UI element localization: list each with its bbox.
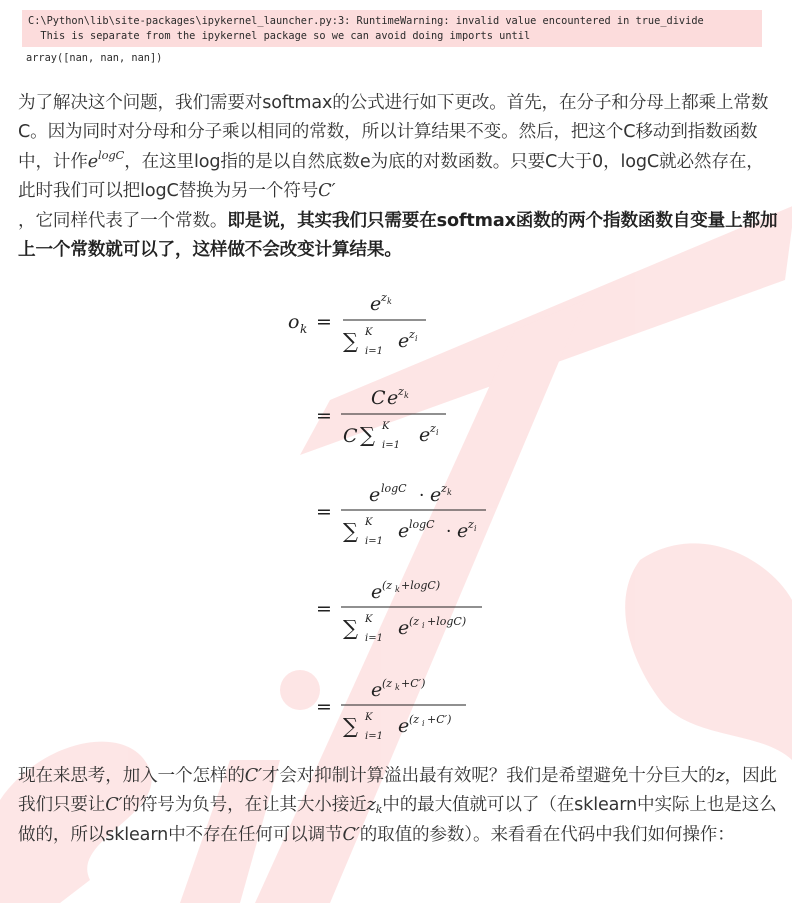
paragraph-explanation bbox=[18, 89, 778, 265]
num-e: e bbox=[370, 293, 382, 315]
text-span: 为了解决这个问题，我们需要对softmax的公式进行如下更改。首先，在分子和分母上都乘上常数C。因为同时对分母和分子乘以相同的常数，所以计算结果不变。然后，把这个C移动到指数函数中，计作 bbox=[18, 93, 769, 172]
text-span: ，因此我们只要让 bbox=[18, 766, 777, 816]
den-z: z bbox=[409, 328, 415, 341]
math-z: z bbox=[715, 766, 725, 786]
den-exp-tail: +logC) bbox=[427, 615, 467, 628]
sum-upper: K bbox=[365, 614, 373, 625]
num-z: z bbox=[398, 385, 404, 398]
math-c-prime: C′ bbox=[318, 181, 336, 202]
softmax-derivation-formula bbox=[0, 282, 792, 752]
den-z: z bbox=[430, 422, 436, 435]
lhs-o: o bbox=[288, 311, 300, 333]
num-e: e bbox=[371, 581, 383, 603]
text-span: ，在这里log指的是以自然底数e为底的对数函数。只要C大于0，logC就必然存在，此时我们可以把logC替换为另一个符号 bbox=[18, 151, 764, 202]
num-e: e bbox=[369, 484, 381, 506]
equals-sign: = bbox=[316, 311, 332, 333]
num-k: k bbox=[395, 683, 400, 692]
den-e: e bbox=[398, 330, 410, 352]
den-i: i bbox=[436, 428, 439, 437]
den-exp-tail: +C′) bbox=[427, 713, 452, 726]
stderr-line: C:\Python\lib\site-packages\ipykernel_launcher.py:3: RuntimeWarning: invalid value encountered in true_divide bbox=[28, 15, 704, 27]
sum-upper: K bbox=[365, 517, 373, 528]
sum-upper: K bbox=[365, 327, 373, 338]
text-span: 中的最大值就可以了（在sklearn中实际上也是这么做的，所以sklearn中不存在任何可以调节 bbox=[18, 795, 777, 845]
math-c-prime: C′ bbox=[105, 795, 123, 816]
den-i: i bbox=[415, 334, 418, 343]
lhs-sub-k: k bbox=[300, 322, 308, 336]
text-span: 现在来思考，加入一个怎样的 bbox=[18, 766, 245, 786]
math-superscript: logC bbox=[98, 147, 125, 162]
num-exp-tail: +logC) bbox=[401, 579, 441, 592]
den-e: e bbox=[398, 715, 410, 737]
den-z: z bbox=[468, 518, 474, 531]
math-c-prime: C′ bbox=[342, 824, 360, 845]
text-span: 才会对抑制计算溢出最有效呢？我们是希望避免十分巨大的 bbox=[261, 766, 716, 786]
cell-output bbox=[22, 10, 762, 66]
equals-sign: = bbox=[316, 405, 332, 427]
text-span: ，它同样代表了一个常数。 bbox=[18, 210, 228, 231]
math-base: e bbox=[87, 151, 99, 172]
num-z: z bbox=[441, 482, 447, 495]
den-e: e bbox=[398, 520, 410, 542]
num-exp-open: (z bbox=[382, 677, 393, 690]
dot-op: · bbox=[419, 486, 425, 506]
num-logc: logC bbox=[381, 482, 407, 495]
num-e: e bbox=[387, 387, 399, 409]
den-e: e bbox=[398, 617, 410, 639]
math-c-prime: C′ bbox=[244, 766, 262, 786]
sum-lower: i=1 bbox=[382, 440, 400, 451]
num-exp-tail: +C′) bbox=[401, 677, 426, 690]
stderr-output bbox=[22, 10, 762, 47]
den-exp-open: (z bbox=[409, 713, 420, 726]
paragraph-choose-c-prime bbox=[18, 762, 778, 850]
sum-lower: i=1 bbox=[365, 731, 383, 742]
equals-sign: = bbox=[316, 598, 332, 620]
den-e: e bbox=[457, 520, 469, 542]
num-e: e bbox=[371, 679, 383, 701]
num-c: C bbox=[371, 387, 386, 409]
math-subscript: k bbox=[375, 803, 383, 817]
stderr-line: This is separate from the ipykernel package so we can avoid doing imports until bbox=[28, 30, 531, 42]
den-i: i bbox=[474, 524, 477, 533]
dot-op: · bbox=[446, 522, 452, 542]
sum-sign: ∑ bbox=[343, 714, 358, 738]
equals-sign: = bbox=[316, 696, 332, 718]
sum-lower: i=1 bbox=[365, 536, 383, 547]
den-e: e bbox=[419, 424, 431, 446]
sum-sign: ∑ bbox=[343, 519, 358, 543]
num-z: z bbox=[381, 291, 387, 304]
sum-lower: i=1 bbox=[365, 633, 383, 644]
sum-sign: ∑ bbox=[360, 423, 375, 447]
num-k: k bbox=[395, 585, 400, 594]
num-e: e bbox=[430, 484, 442, 506]
sum-upper: K bbox=[365, 712, 373, 723]
sum-lower: i=1 bbox=[365, 346, 383, 357]
den-i: i bbox=[422, 719, 425, 728]
sum-upper: K bbox=[382, 421, 390, 432]
num-k: k bbox=[387, 297, 392, 306]
math-z-k bbox=[367, 795, 383, 815]
sum-sign: ∑ bbox=[343, 616, 358, 640]
equals-sign: = bbox=[316, 501, 332, 523]
bold-conclusion: 即是说，其实我们只需要在softmax函数的两个指数函数自变量上都加上一个常数就可以了，这样做不会改变计算结果。 bbox=[18, 210, 778, 261]
den-logc: logC bbox=[409, 518, 435, 531]
stdout-output: array([nan, nan, nan]) bbox=[26, 52, 163, 64]
den-i: i bbox=[422, 621, 425, 630]
text-span: 的取值的参数）。来看看在代码中我们如何操作： bbox=[359, 824, 735, 845]
num-k: k bbox=[404, 391, 409, 400]
sum-sign: ∑ bbox=[343, 329, 358, 353]
text-span: 的符号为负号，在让其大小接近 bbox=[122, 795, 367, 816]
math-base: z bbox=[366, 795, 376, 816]
num-exp-open: (z bbox=[382, 579, 393, 592]
den-c: C bbox=[343, 425, 358, 447]
num-k: k bbox=[447, 488, 452, 497]
den-exp-open: (z bbox=[409, 615, 420, 628]
math-e-logc bbox=[87, 147, 125, 172]
